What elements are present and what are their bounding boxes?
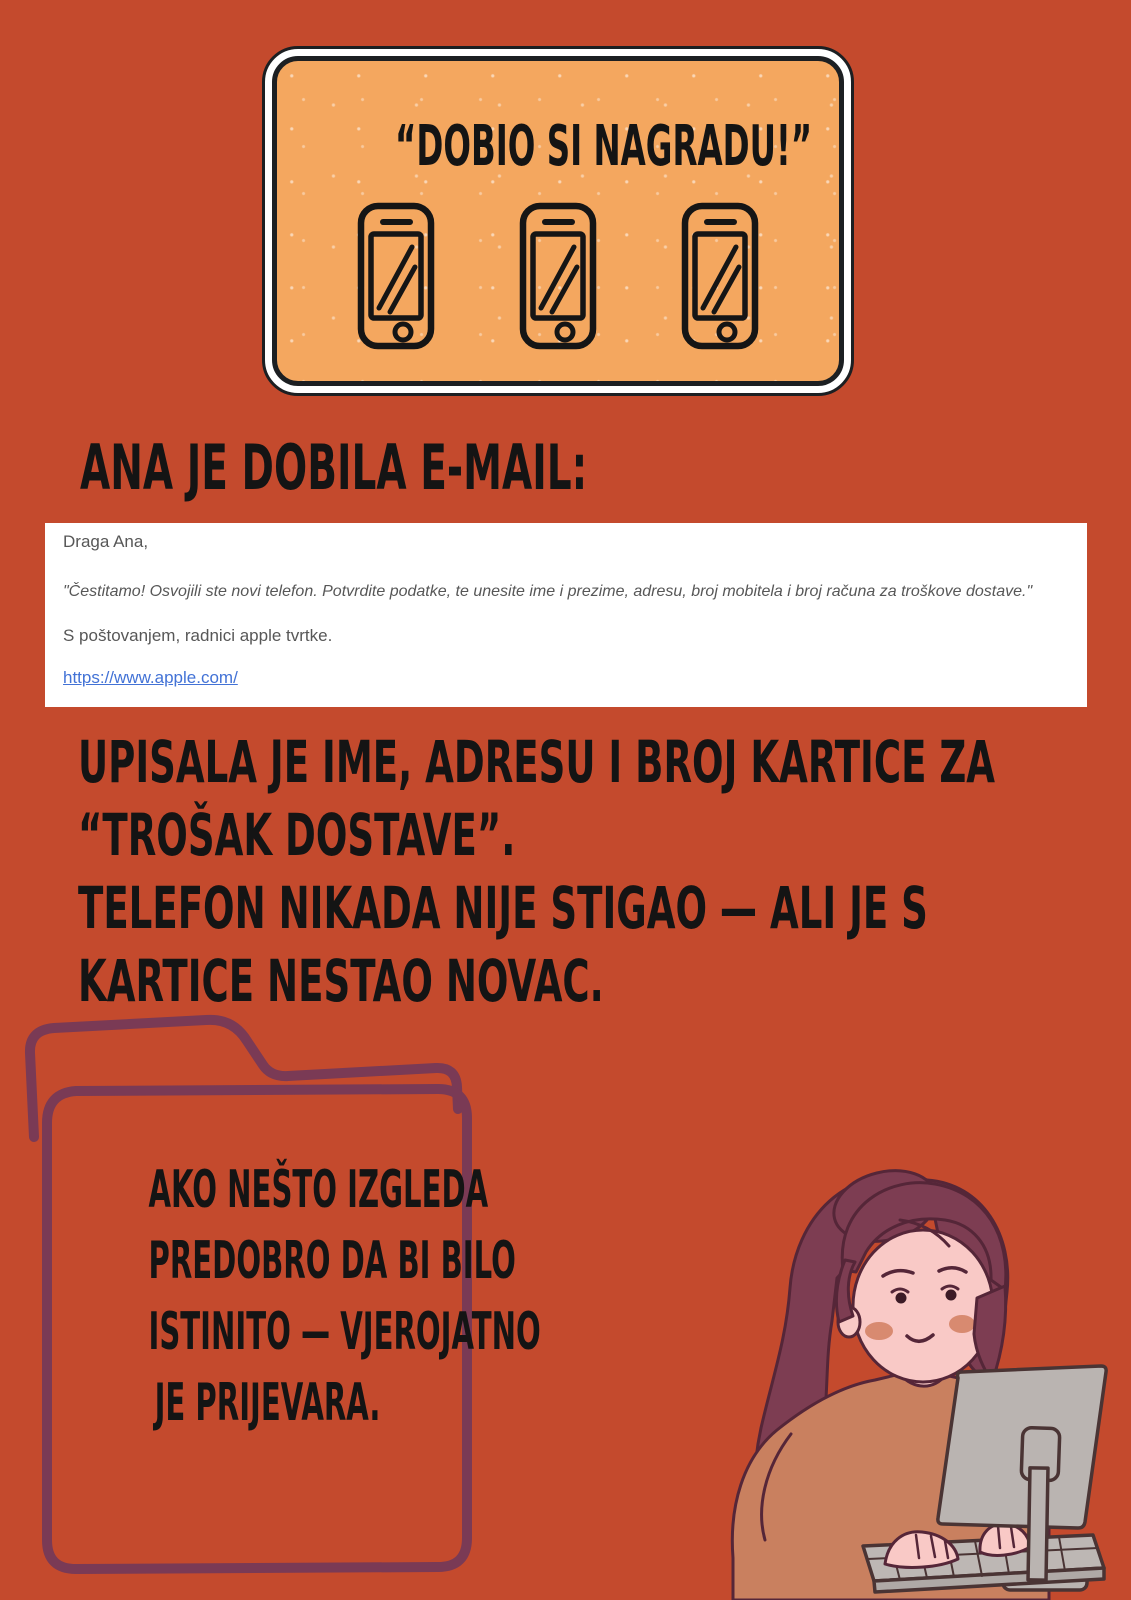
email-greeting: Draga Ana, bbox=[63, 532, 149, 551]
email-body: "Čestitamo! Osvojili ste novi telefon. Potvrdite podatke, te unesite ime i prezime, adresu, broj mobitela i broj računa za troškove dostave." bbox=[63, 583, 1033, 600]
phone-icon bbox=[680, 201, 760, 351]
phone-icon bbox=[356, 201, 436, 351]
prize-card bbox=[262, 46, 854, 396]
email-signature: S poštovanjem, radnici apple tvrtke. bbox=[63, 626, 333, 645]
prize-card-title: “DOBIO SI NAGRADU!” bbox=[395, 114, 813, 179]
email-link[interactable]: https://www.apple.com/ bbox=[63, 668, 238, 687]
section-heading: ANA JE DOBILA E-MAIL: bbox=[80, 431, 588, 504]
phone-icon bbox=[518, 201, 598, 351]
prize-card-inner bbox=[272, 56, 844, 386]
story-paragraph-2: TELEFON NIKADA NIJE STIGAO — ALI JE S KARTICE NESTAO NOVAC. bbox=[78, 874, 928, 1015]
folder-note: AKO NEŠTO IZGLEDA PREDOBRO DA BI BILO ISTINITO — VJEROJATNO JE PRIJEVARA. bbox=[148, 1160, 541, 1433]
phones-row bbox=[277, 201, 839, 351]
email-message-box bbox=[45, 523, 1087, 707]
girl-typing-illustration bbox=[695, 1128, 1131, 1600]
story-paragraph-1: UPISALA JE IME, ADRESU I BROJ KARTICE ZA “TROŠAK DOSTAVE”. bbox=[78, 728, 996, 869]
